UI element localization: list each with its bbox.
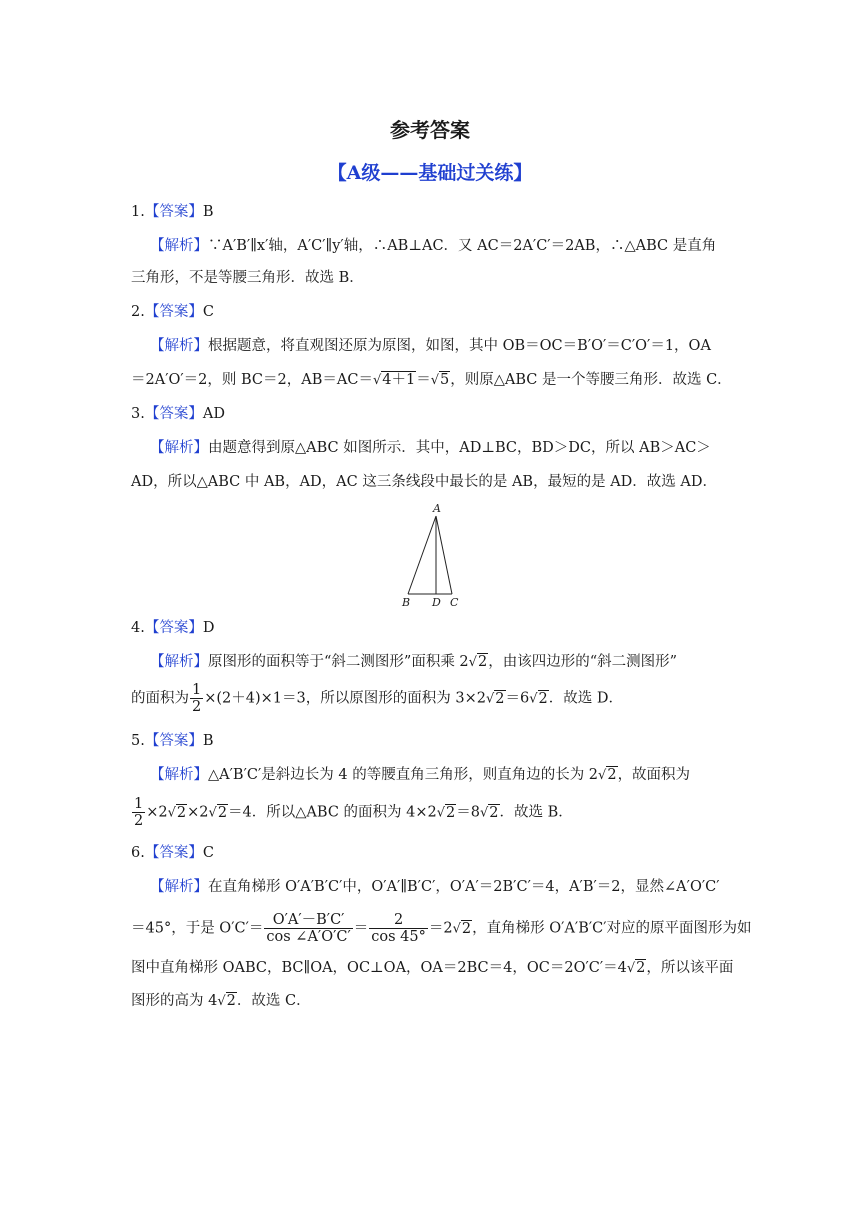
answer-tag: 【答案】 (144, 204, 203, 220)
vertex-label-a: A (433, 502, 441, 515)
vertex-label-d: D (432, 596, 441, 609)
answer-line-3: 3.【答案】AD (131, 406, 225, 422)
analysis-6-line-1: 【解析】在直角梯形 O′A′B′C′中，O′A′∥B′C′，O′A′＝2B′C′＝4，A′B′＝2，显然∠A′O′C′ (150, 879, 720, 895)
section-heading: 【A级——基础过关练】 (327, 162, 533, 184)
answer-line-5: 5.【答案】B (131, 733, 214, 749)
analysis-tag: 【解析】 (150, 238, 208, 254)
analysis-6-line-3: 图中直角梯形 OABC，BC∥OA，OC⊥OA，OA＝2BC＝4，OC＝2O′C′＝4√2，所以该平面 (131, 960, 734, 976)
analysis-1-line-2: 三角形，不是等腰三角形．故选 B． (131, 270, 364, 286)
answer-line-2: 2.【答案】C (131, 304, 214, 320)
fraction-half: $\frac{1}{2}$ (192, 682, 202, 715)
analysis-4-line-2: 的面积为 $\frac{1}{2}$ ×(2＋4)×1＝3，所以原图形的面积为 3×2√2＝6√2．故选 D． (131, 682, 623, 715)
analysis-4-line-1: 【解析】原图形的面积等于“斜二测图形”面积乘 2√2，由该四边形的“斜二测图形” (150, 654, 678, 670)
analysis-5-line-1: 【解析】△A′B′C′是斜边长为 4 的等腰直角三角形，则直角边的长为 2√2，故面积为 (150, 767, 691, 783)
analysis-1-line-1: 【解析】∵A′B′∥x′轴，A′C′∥y′轴，∴AB⊥AC．又 AC＝2A′C′＝2AB，∴△ABC 是直角 (150, 238, 717, 254)
analysis-6-line-4: 图形的高为 4√2．故选 C． (131, 993, 311, 1009)
answer-line-4: 4.【答案】D (131, 620, 215, 636)
analysis-3-line-1: 【解析】由题意得到原△ABC 如图所示．其中，AD⊥BC，BD＞DC，所以 AB＞AC＞ (150, 440, 711, 456)
analysis-5-line-2: $\frac{1}{2}$ ×2√2×2√2＝4．所以△ABC 的面积为 4×2√2＝8√2．故选 B． (134, 796, 573, 829)
analysis-2-line-2: ＝2A′O′＝2，则 BC＝2，AB＝AC＝√4＋1＝√5，则原△ABC 是一个等腰三角形．故选 C． (131, 372, 732, 388)
answer-line-1: 1.【答案】B (131, 204, 214, 220)
analysis-6-line-2: ＝45°，于是 O′C′＝ $\frac{O'A'-B'C'}{\cos \angle A'O'C'}$ ＝ $\frac{2}{\cos 45^\circ}$ ＝2√2，直角梯形 O′A′B′C′对应的原平面图形为如 (131, 912, 752, 945)
answer-line-6: 6.【答案】C (131, 845, 214, 861)
fraction-cos45: $\frac{2}{\cos 45^\circ}$ (371, 912, 426, 945)
vertex-label-b: B (402, 596, 411, 609)
analysis-2-line-1: 【解析】根据题意，将直观图还原为原图，如图，其中 OB＝OC＝B′O′＝C′O′＝1，OA (150, 338, 711, 354)
vertex-label-c: C (450, 596, 459, 609)
page-title: 参考答案 (390, 118, 470, 142)
fraction-oc: $\frac{O'A'-B'C'}{\cos \angle A'O'C'}$ (266, 912, 351, 945)
fraction-half: $\frac{1}{2}$ (134, 796, 144, 829)
analysis-3-line-2: AD，所以△ABC 中 AB，AD，AC 这三条线段中最长的是 AB，最短的是 AD．故选 AD． (131, 474, 718, 490)
triangle-figure (396, 500, 466, 610)
